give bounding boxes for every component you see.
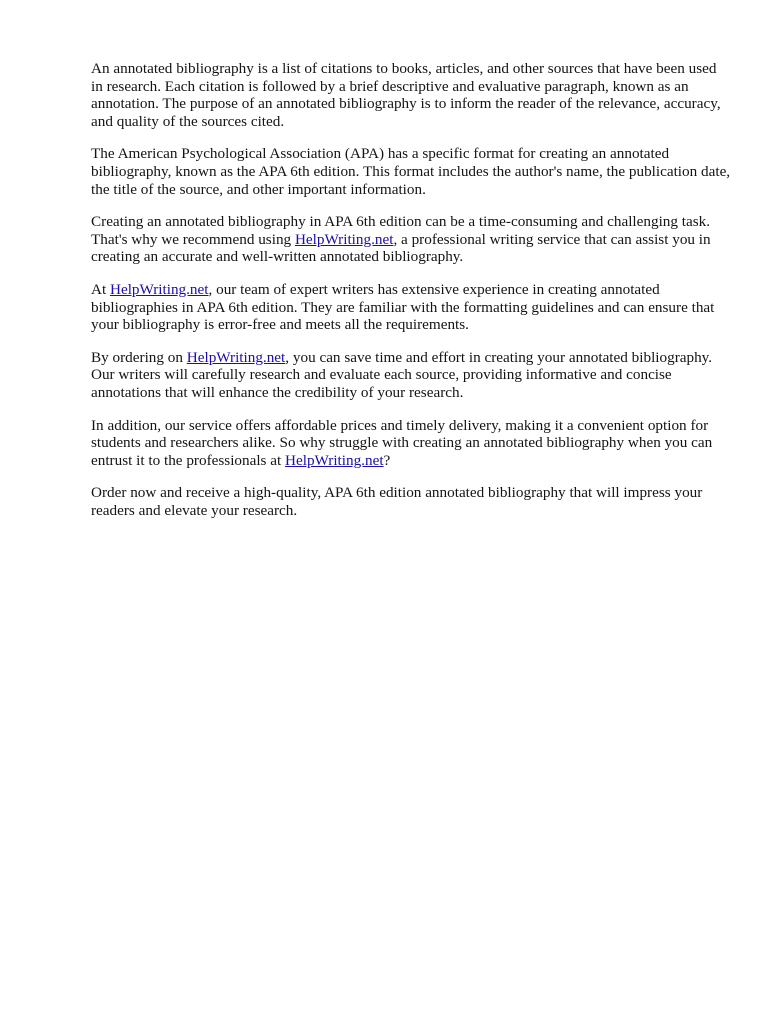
paragraph-text: , you can save time and effort in creating your annotated bibliography. Our writers will carefully research and evaluate each source, providing informative and concise annotations that will enhance the credibility of your research.	[91, 348, 713, 401]
paragraph-text: , our team of expert writers has extensive experience in creating annotated bibliographies in APA 6th edition. They are familiar with the formatting guidelines and can ensure that your bibliography is error-free and meets all the requirements.	[91, 280, 715, 334]
paragraph-definition: An annotated bibliography is a list of citations to books, articles, and other sources that have been used in research. Each citation is followed by a brief descriptive and evaluative paragraph, known as an annotation. The purpose of an annotated bibliography is to inform the reader of the relevance, accuracy, and quality of the sources cited.	[91, 60, 721, 130]
paragraph-call-to-action: Order now and receive a high-quality, APA 6th edition annotated bibliography that will impress your readers and elevate your research.	[91, 484, 703, 519]
paragraph-text: At	[91, 280, 110, 298]
paragraph-text: , a professional writing service that can assist you in creating an accurate and well-written annotated bibliography.	[91, 230, 711, 266]
paragraph-text: By ordering on	[91, 348, 187, 366]
helpwriting-link[interactable]: HelpWriting.net	[186, 348, 286, 366]
paragraph-ordering	[91, 349, 731, 402]
helpwriting-link[interactable]: HelpWriting.net	[294, 230, 394, 248]
paragraph-recommendation	[91, 213, 731, 266]
helpwriting-link[interactable]: HelpWriting.net	[285, 451, 384, 469]
paragraph-apa-format: The American Psychological Association (APA) has a specific format for creating an annotated bibliography, known as the APA 6th edition. This format includes the author's name, the publication date, the title of the source, and other important information.	[91, 145, 731, 198]
paragraph-expert-writers	[91, 281, 731, 334]
document-body	[91, 60, 731, 534]
paragraph-text: In addition, our service offers affordable prices and timely delivery, making it a convenient option for students and researchers alike. So why struggle with creating an annotated bibliography when you can entrust it to the professionals at	[91, 416, 713, 469]
paragraph-pricing	[91, 417, 731, 470]
paragraph-text: ?	[383, 451, 391, 469]
paragraph-text: Creating an annotated bibliography in APA 6th edition can be a time-consuming and challenging task. That's why we recommend using	[91, 213, 711, 248]
helpwriting-link[interactable]: HelpWriting.net	[109, 280, 209, 298]
